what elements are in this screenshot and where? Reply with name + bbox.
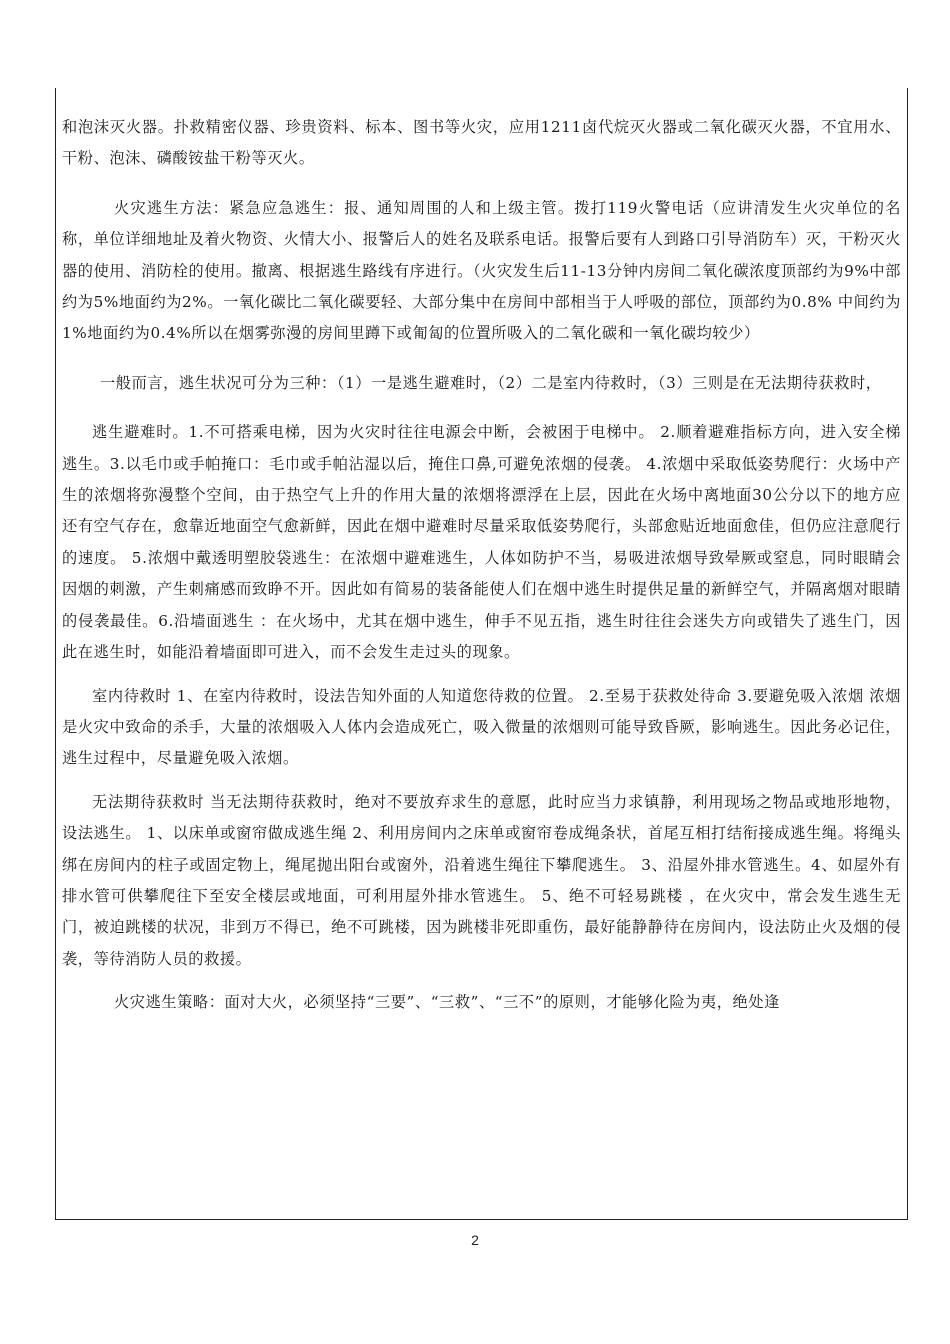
document-frame: [55, 88, 908, 1220]
document-body: [62, 112, 901, 1019]
paragraph-evacuation: 逃生避难时。1.不可搭乘电梯，因为火灾时往往电源会中断，会被困于电梯中。 2.顺着避难指标方向，进入安全梯逃生。3.以毛巾或手帕掩口：毛巾或手帕沾湿以后，掩住口鼻,可避免浓烟的侵袭。 4.浓烟中采取低姿势爬行：火场中产生的浓烟将弥漫整个空间，由于热空气上升的作用大量的浓烟将漂浮在上层，因此在火场中离地面30公分以下的地方应还有空气存在，愈靠近地面空气愈新鲜，因此在烟中避难时尽量采取低姿势爬行，头部愈贴近地面愈佳，但仍应注意爬行的速度。 5.浓烟中戴透明塑胶袋逃生：在浓烟中避难逃生，人体如防护不当，易吸进浓烟导致晕厥或窒息，同时眼睛会因烟的刺激，产生刺痛感而致睁不开。因此如有简易的装备能使人们在烟中逃生时提供足量的新鲜空气，并隔离烟对眼睛的侵袭最佳。6.沿墙面逃生 ：在火场中，尤其在烟中逃生，伸手不见五指，逃生时往往会迷失方向或错失了逃生门，因此在逃生时，如能沿着墙面即可进入，而不会发生走过头的现象。: [62, 423, 901, 662]
paragraph-escape-methods: 火灾逃生方法：紧急应急逃生：报、通知周围的人和上级主管。拨打119火警电话（应讲清发生火灾单位的名称，单位详细地址及着火物资、火情大小、报警后人的姓名及联系电话。报警后要有人到路口引导消防车）灭，干粉灭火器的使用、消防栓的使用。撤离、根据逃生路线有序进行。（火灾发生后11-13分钟内房间二氧化碳浓度顶部约为9%中部约为5%地面约为2%。一氧化碳比二氧化碳要轻、大部分集中在房间中部相当于人呼吸的部位，顶部约为0.8% 中间约为1%地面约为0.4%所以在烟雾弥漫的房间里蹲下或匍匐的位置所吸入的二氧化碳和一氧化碳均较少）: [62, 198, 902, 343]
paragraph-extinguisher-types: 和泡沫灭火器。扑救精密仪器、珍贵资料、标本、图书等火灾，应用1211卤代烷灭火器或二氧化碳灭火器，不宜用水、干粉、泡沫、磷酸铵盐干粉等灭火。: [62, 118, 901, 168]
paragraph-indoor-waiting: 室内待救时 1、在室内待救时，设法告知外面的人知道您待救的位置。 2.至易于获救处待命 3.要避免吸入浓烟 浓烟是火灾中致命的杀手，大量的浓烟吸入人体内会造成死亡，吸入微量的浓烟则可能导致昏厥，影响逃生。因此务必记住，逃生过程中，尽量避免吸入浓烟。: [62, 686, 901, 768]
paragraph-escape-situations: 一般而言，逃生状况可分为三种：（1）一是逃生避难时，（2）二是室内待救时，（3）三则是在无法期待获救时，: [100, 373, 882, 392]
paragraph-no-rescue: 无法期待获救时 当无法期待获救时，绝对不要放弃求生的意愿，此时应当力求镇静，利用现场之物品或地形地物，设法逃生。 1、以床单或窗帘做成逃生绳 2、利用房间内之床单或窗帘卷成绳条状，首尾互相打结衔接成逃生绳。将绳头绑在房间内的柱子或固定物上，绳尾抛出阳台或窗外，沿着逃生绳往下攀爬逃生。 3、沿屋外排水管逃生。4、如屋外有排水管可供攀爬往下至安全楼层或地面，可利用屋外排水管逃生。 5、绝不可轻易跳楼 ，在火灾中，常会发生逃生无门，被迫跳楼的状况，非到万不得已，绝不可跳楼，因为跳楼非死即重伤，最好能静静待在房间内，设法防止火及烟的侵袭，等待消防人员的救援。: [62, 792, 901, 968]
page-number: 2: [471, 1232, 479, 1248]
paragraph-escape-strategy: 火灾逃生策略：面对大火，必须坚持“三要”、“三救”、“三不”的原则，才能够化险为夷，绝处逢: [114, 993, 780, 1012]
